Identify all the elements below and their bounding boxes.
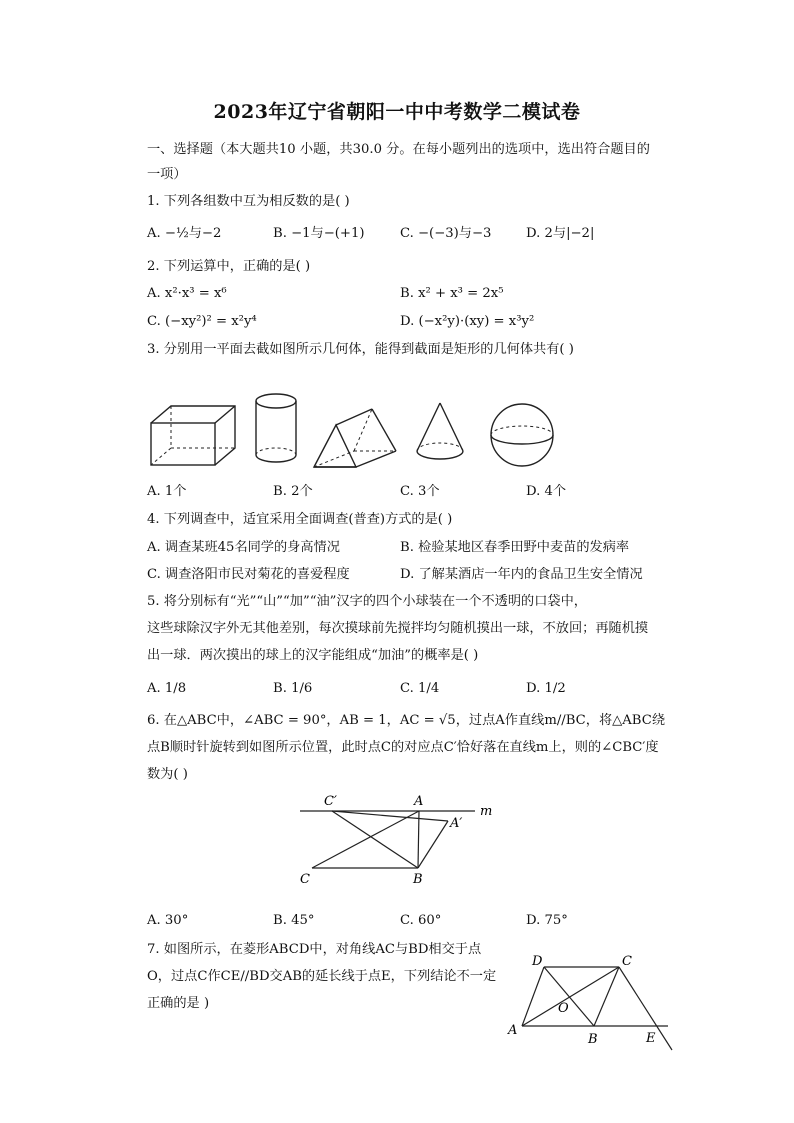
cuboid-figure	[151, 406, 235, 465]
label-a: A	[414, 794, 424, 809]
q1-option-c: C. −(−3)与−3	[400, 226, 492, 241]
q5-stem-line2: 这些球除汉字外无其他差别，每次摸球前先搅拌均匀随机摸出一球，不放回；再随机摸	[147, 621, 649, 636]
label-m: m	[480, 804, 493, 819]
q6-option-c: C. 60°	[400, 913, 442, 928]
q7-stem-line2: O，过点C作CE//BD交AB的延长线于点E，下列结论不一定	[147, 969, 497, 984]
q4-option-a: A. 调查某班45名同学的身高情况	[147, 540, 340, 555]
q4-option-b: B. 检验某地区春季田野中麦苗的发病率	[400, 540, 630, 555]
label-b: B	[588, 1032, 598, 1047]
q2-option-c: C. (−xy²)² = x²y⁴	[147, 314, 257, 329]
q3-option-d: D. 4个	[526, 484, 567, 499]
q6-option-d: D. 75°	[526, 913, 568, 928]
q4-option-c: C. 调查洛阳市民对菊花的喜爱程度	[147, 567, 350, 582]
q7-stem: 7. 如图所示，在菱形ABCD中，对角线AC与BD相交于点	[147, 942, 482, 957]
q4-stem: 4. 下列调查中，适宜采用全面调查(普查)方式的是( )	[147, 512, 453, 527]
section-heading: 一、选择题（本大题共10 小题，共30.0 分。在每小题列出的选项中，选出符合题目的	[147, 142, 650, 157]
q1-option-a: A. −½与−2	[147, 226, 222, 241]
label-c: C	[300, 872, 310, 887]
q6-stem-line3: 数为( )	[147, 767, 188, 782]
label-b: B	[413, 872, 423, 887]
q1-option-d: D. 2与|−2|	[526, 226, 595, 241]
q1-option-b: B. −1与−(+1)	[273, 226, 365, 241]
segment-ad	[522, 967, 544, 1026]
segment-a1b	[418, 821, 448, 868]
segment-ac	[312, 811, 419, 868]
segment-db	[544, 967, 594, 1026]
q3-solids-figure	[140, 385, 580, 480]
q7-rhombus-figure	[500, 950, 690, 1060]
sphere-figure	[491, 404, 553, 466]
label-c: C	[622, 954, 632, 969]
prism-figure	[314, 409, 396, 467]
q5-stem-line3: 出一球．两次摸出的球上的汉字能组成“加油”的概率是( )	[147, 648, 479, 663]
q6-rotation-figure	[290, 790, 510, 890]
segment-c1a1	[332, 811, 448, 821]
q4-option-d: D. 了解某酒店一年内的食品卫生安全情况	[400, 567, 643, 582]
cone-figure	[417, 403, 463, 459]
label-a: A	[508, 1023, 518, 1038]
q6-option-a: A. 30°	[147, 913, 189, 928]
label-o: O	[558, 1001, 569, 1016]
q3-option-a: A. 1个	[147, 484, 187, 499]
q5-option-b: B. 1/6	[273, 681, 313, 696]
q6-option-b: B. 45°	[273, 913, 315, 928]
q5-option-c: C. 1/4	[400, 681, 440, 696]
q2-option-a: A. x²·x³ = x⁶	[147, 286, 227, 301]
q6-stem-line2: 点B顺时针旋转到如图所示位置，此时点C的对应点C′恰好落在直线m上，则的∠CBC′度	[147, 740, 659, 755]
q7-stem-line3: 正确的是 )	[147, 996, 210, 1011]
q2-stem: 2. 下列运算中，正确的是( )	[147, 259, 311, 274]
q3-option-c: C. 3个	[400, 484, 440, 499]
q3-stem: 3. 分别用一平面去截如图所示几何体，能得到截面是矩形的几何体共有( )	[147, 342, 574, 357]
section-heading-cont: 一项）	[147, 167, 187, 182]
q5-stem: 5. 将分别标有“光”“山”“加”“油”汉字的四个小球装在一个不透明的口袋中，	[147, 594, 587, 609]
q6-stem: 6. 在△ABC中，∠ABC = 90°，AB = 1，AC = √5，过点A作直线m//BC，将△ABC绕	[147, 713, 666, 728]
q1-stem: 1. 下列各组数中互为相反数的是( )	[147, 194, 350, 209]
segment-cb	[594, 967, 619, 1026]
label-c-prime: C′	[324, 794, 337, 809]
q2-option-d: D. (−x²y)·(xy) = x³y²	[400, 314, 535, 329]
segment-c1b	[332, 811, 418, 868]
label-e: E	[646, 1031, 656, 1046]
segment-ac	[522, 967, 619, 1026]
cylinder-figure	[256, 394, 296, 462]
q5-option-d: D. 1/2	[526, 681, 566, 696]
segment-ab	[418, 811, 419, 868]
q3-option-b: B. 2个	[273, 484, 313, 499]
page-title: 2023年辽宁省朝阳一中中考数学二模试卷	[213, 101, 581, 123]
q5-option-a: A. 1/8	[147, 681, 187, 696]
q2-option-b: B. x² + x³ = 2x⁵	[400, 286, 504, 301]
label-a-prime: A′	[450, 816, 463, 831]
label-d: D	[532, 954, 543, 969]
